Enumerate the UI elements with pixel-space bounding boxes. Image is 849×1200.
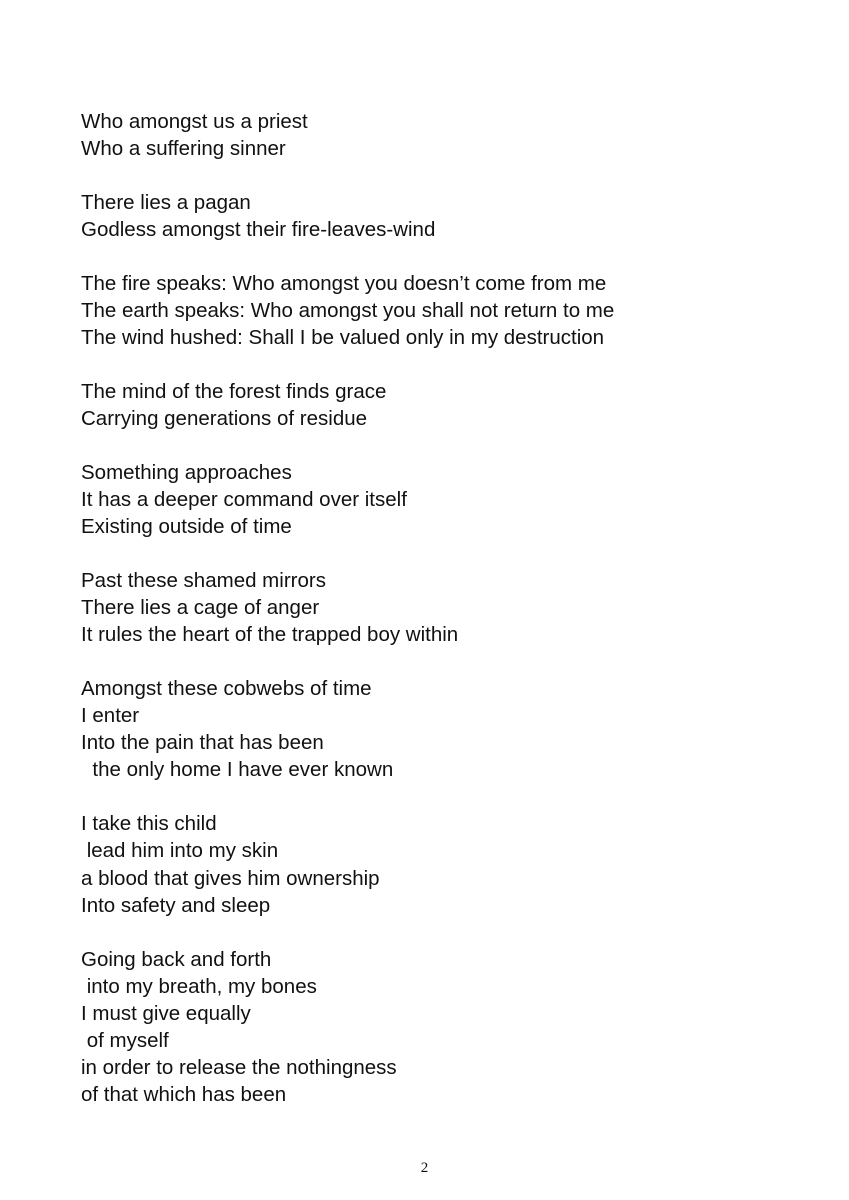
poem-line: into my breath, my bones (81, 974, 317, 998)
poem-line: The earth speaks: Who amongst you shall not return to me (81, 299, 615, 323)
poem-line: I enter (81, 704, 140, 728)
stanza-6 (81, 567, 781, 648)
poem-line: the only home I have ever known (81, 758, 394, 782)
poem-line: Godless amongst their fire-leaves-wind (81, 218, 436, 242)
poem-line: Into the pain that has been (81, 731, 324, 755)
poem-line: Something approaches (81, 461, 292, 485)
poem-line: The fire speaks: Who amongst you doesn’t come from me (81, 271, 607, 295)
stanza-8 (81, 810, 781, 918)
poem-line: The wind hushed: Shall I be valued only in my destruction (81, 326, 605, 350)
poem-line: There lies a cage of anger (81, 596, 320, 620)
poem-line: It rules the heart of the trapped boy within (81, 623, 459, 647)
poem-line: Going back and forth (81, 947, 272, 971)
page-number: 2 (420, 1160, 429, 1176)
poem-line: of that which has been (81, 1083, 287, 1106)
stanza-3 (81, 270, 781, 351)
poem-line: I must give equally (81, 1001, 251, 1025)
poem-line: Carrying generations of residue (81, 407, 368, 431)
poem-line: lead him into my skin (81, 839, 279, 863)
poem-line: in order to release the nothingness (81, 1055, 397, 1079)
stanza-1 (81, 108, 781, 162)
poem-line: Who amongst us a priest (81, 110, 308, 133)
poem-body (81, 108, 781, 1135)
poem-line: Amongst these cobwebs of time (81, 677, 372, 701)
stanza-9 (81, 946, 781, 1109)
poem-line: Into safety and sleep (81, 893, 271, 917)
stanza-4 (81, 378, 781, 432)
poem-line: Who a suffering sinner (81, 137, 286, 161)
poem-line: Existing outside of time (81, 515, 292, 539)
poem-line: of myself (81, 1028, 169, 1052)
poem-line: a blood that gives him ownership (81, 866, 380, 890)
poem-line: Past these shamed mirrors (81, 569, 326, 593)
poem-line: There lies a pagan (81, 190, 251, 214)
poem-line: It has a deeper command over itself (81, 488, 407, 512)
stanza-5 (81, 459, 781, 540)
poem-line: The mind of the forest finds grace (81, 380, 387, 404)
stanza-2 (81, 189, 781, 243)
poem-line: I take this child (81, 812, 217, 836)
stanza-7 (81, 675, 781, 783)
